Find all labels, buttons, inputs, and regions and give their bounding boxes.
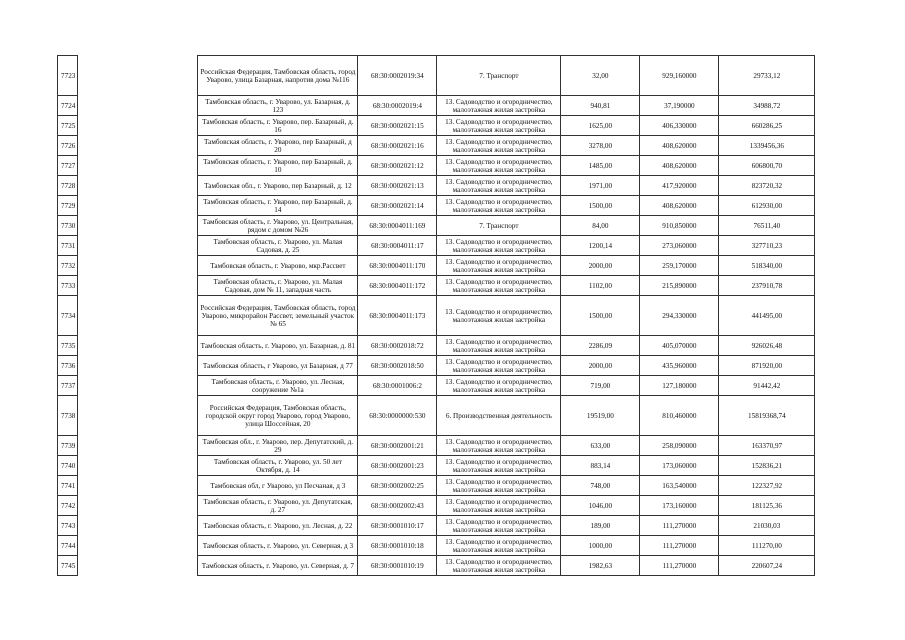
cadastral-number-cell: 68:30:0004011:169 bbox=[358, 216, 437, 236]
cadastral-value-cell: 181125,36 bbox=[719, 496, 815, 516]
cadastral-value-cell: 441495,00 bbox=[719, 296, 815, 336]
land-use-cell: 13. Садоводство и огородничество, малоэтажная жилая застройка bbox=[437, 356, 561, 376]
land-use-cell: 13. Садоводство и огородничество, малоэтажная жилая застройка bbox=[437, 436, 561, 456]
cadastral-value-cell: 237910,78 bbox=[719, 276, 815, 296]
cadastral-number-cell: 68:30:0002002:43 bbox=[358, 496, 437, 516]
table-row bbox=[58, 196, 815, 216]
table-row bbox=[58, 336, 815, 356]
spacer-cell bbox=[78, 516, 198, 536]
cadastral-value-cell: 29733,12 bbox=[719, 56, 815, 96]
land-use-cell: 7. Транспорт bbox=[437, 56, 561, 96]
area-cell: 2000,00 bbox=[561, 256, 640, 276]
row-number-cell: 7740 bbox=[58, 456, 78, 476]
spacer-cell bbox=[78, 276, 198, 296]
address-cell: Российская Федерация, Тамбовская область, город Уварово, микрорайон Рассвет, земельный участок № 65 bbox=[198, 296, 358, 336]
address-cell: Тамбовская область, г. Уварово, ул. Базарная, д. 81 bbox=[198, 336, 358, 356]
area-cell: 1500,00 bbox=[561, 196, 640, 216]
row-number-cell: 7731 bbox=[58, 236, 78, 256]
spacer-cell bbox=[78, 96, 198, 116]
cadastral-value-cell: 1339456,36 bbox=[719, 136, 815, 156]
row-number-cell: 7727 bbox=[58, 156, 78, 176]
specific-value-cell: 408,620000 bbox=[640, 196, 719, 216]
address-cell: Тамбовская область, г. Уварово, пер Базарный, д. 10 bbox=[198, 156, 358, 176]
cadastral-value-cell: 163370,97 bbox=[719, 436, 815, 456]
address-cell: Тамбовская область, г. Уварово, мкр.Рассвет bbox=[198, 256, 358, 276]
cadastral-value-cell: 91442,42 bbox=[719, 376, 815, 396]
spacer-cell bbox=[78, 336, 198, 356]
table-row bbox=[58, 516, 815, 536]
spacer-cell bbox=[78, 396, 198, 436]
specific-value-cell: 215,890000 bbox=[640, 276, 719, 296]
spacer-cell bbox=[78, 236, 198, 256]
land-use-cell: 13. Садоводство и огородничество, малоэтажная жилая застройка bbox=[437, 256, 561, 276]
area-cell: 2286,09 bbox=[561, 336, 640, 356]
table-row bbox=[58, 556, 815, 576]
cadastral-value-cell: 21030,03 bbox=[719, 516, 815, 536]
cadastral-number-cell: 68:30:0001010:17 bbox=[358, 516, 437, 536]
area-cell: 940,81 bbox=[561, 96, 640, 116]
row-number-cell: 7726 bbox=[58, 136, 78, 156]
area-cell: 1000,00 bbox=[561, 536, 640, 556]
specific-value-cell: 435,960000 bbox=[640, 356, 719, 376]
row-number-cell: 7742 bbox=[58, 496, 78, 516]
table-row bbox=[58, 156, 815, 176]
address-cell: Тамбовская обл, г Уварово, ул Песчаная, д 3 bbox=[198, 476, 358, 496]
land-use-cell: 13. Садоводство и огородничество, малоэтажная жилая застройка bbox=[437, 456, 561, 476]
specific-value-cell: 259,170000 bbox=[640, 256, 719, 276]
cadastral-number-cell: 68:30:0002021:14 bbox=[358, 196, 437, 216]
land-use-cell: 13. Садоводство и огородничество, малоэтажная жилая застройка bbox=[437, 236, 561, 256]
specific-value-cell: 929,160000 bbox=[640, 56, 719, 96]
land-use-cell: 13. Садоводство и огородничество, малоэтажная жилая застройка bbox=[437, 196, 561, 216]
cadastral-number-cell: 68:30:0002002:25 bbox=[358, 476, 437, 496]
table-row bbox=[58, 176, 815, 196]
row-number-cell: 7728 bbox=[58, 176, 78, 196]
spacer-cell bbox=[78, 536, 198, 556]
land-use-cell: 13. Садоводство и огородничество, малоэтажная жилая застройка bbox=[437, 536, 561, 556]
cadastral-number-cell: 68:30:0002021:16 bbox=[358, 136, 437, 156]
table-row bbox=[58, 476, 815, 496]
area-cell: 1625,00 bbox=[561, 116, 640, 136]
address-cell: Тамбовская область, г. Уварово, ул. Центральная, рядом с домом №26 bbox=[198, 216, 358, 236]
land-use-cell: 13. Садоводство и огородничество, малоэтажная жилая застройка bbox=[437, 336, 561, 356]
table-row bbox=[58, 116, 815, 136]
area-cell: 3278,00 bbox=[561, 136, 640, 156]
specific-value-cell: 258,090000 bbox=[640, 436, 719, 456]
cadastral-number-cell: 68:30:0001010:19 bbox=[358, 556, 437, 576]
land-use-cell: 13. Садоводство и огородничество, малоэтажная жилая застройка bbox=[437, 296, 561, 336]
table-row bbox=[58, 256, 815, 276]
specific-value-cell: 405,070000 bbox=[640, 336, 719, 356]
cadastral-value-table bbox=[57, 55, 815, 576]
cadastral-value-cell: 660286,25 bbox=[719, 116, 815, 136]
cadastral-value-cell: 152836,21 bbox=[719, 456, 815, 476]
area-cell: 748,00 bbox=[561, 476, 640, 496]
table-row bbox=[58, 96, 815, 116]
specific-value-cell: 173,160000 bbox=[640, 496, 719, 516]
specific-value-cell: 406,330000 bbox=[640, 116, 719, 136]
spacer-cell bbox=[78, 256, 198, 276]
table-row bbox=[58, 236, 815, 256]
row-number-cell: 7744 bbox=[58, 536, 78, 556]
land-use-cell: 13. Садоводство и огородничество, малоэтажная жилая застройка bbox=[437, 156, 561, 176]
specific-value-cell: 294,330000 bbox=[640, 296, 719, 336]
cadastral-number-cell: 68:30:0002001:21 bbox=[358, 436, 437, 456]
specific-value-cell: 417,920000 bbox=[640, 176, 719, 196]
row-number-cell: 7734 bbox=[58, 296, 78, 336]
row-number-cell: 7724 bbox=[58, 96, 78, 116]
cadastral-number-cell: 68:30:0004011:173 bbox=[358, 296, 437, 336]
address-cell: Тамбовская область, г. Уварово, ул. Малая Садовая, д. 25 bbox=[198, 236, 358, 256]
address-cell: Российская Федерация, Тамбовская область, городской округ город Уварово, город Уварово, улица Шоссейная, 20 bbox=[198, 396, 358, 436]
specific-value-cell: 111,270000 bbox=[640, 556, 719, 576]
cadastral-value-cell: 926026,48 bbox=[719, 336, 815, 356]
address-cell: Тамбовская обл., г. Уварово, пер Базарный, д. 12 bbox=[198, 176, 358, 196]
specific-value-cell: 810,460000 bbox=[640, 396, 719, 436]
address-cell: Тамбовская область, г. Уварово, ул. Малая Садовая, дом № 11, западная часть bbox=[198, 276, 358, 296]
specific-value-cell: 173,060000 bbox=[640, 456, 719, 476]
cadastral-number-cell: 68:30:0004011:170 bbox=[358, 256, 437, 276]
row-number-cell: 7735 bbox=[58, 336, 78, 356]
area-cell: 633,00 bbox=[561, 436, 640, 456]
address-cell: Тамбовская область, г. Уварово, пер Базарный, д 20 bbox=[198, 136, 358, 156]
address-cell: Тамбовская область, г. Уварово, ул. Лесная, сооружение №1а bbox=[198, 376, 358, 396]
cadastral-number-cell: 68:30:0001006:2 bbox=[358, 376, 437, 396]
land-use-cell: 13. Садоводство и огородничество, малоэтажная жилая застройка bbox=[437, 116, 561, 136]
area-cell: 1046,00 bbox=[561, 496, 640, 516]
row-number-cell: 7732 bbox=[58, 256, 78, 276]
address-cell: Тамбовская область, г. Уварово, ул. Базарная, д. 123 bbox=[198, 96, 358, 116]
specific-value-cell: 163,540000 bbox=[640, 476, 719, 496]
area-cell: 883,14 bbox=[561, 456, 640, 476]
spacer-cell bbox=[78, 296, 198, 336]
specific-value-cell: 127,180000 bbox=[640, 376, 719, 396]
spacer-cell bbox=[78, 356, 198, 376]
cadastral-number-cell: 68:30:0004011:172 bbox=[358, 276, 437, 296]
row-number-cell: 7745 bbox=[58, 556, 78, 576]
row-number-cell: 7743 bbox=[58, 516, 78, 536]
table-body bbox=[58, 56, 815, 576]
table-row bbox=[58, 396, 815, 436]
land-use-cell: 13. Садоводство и огородничество, малоэтажная жилая застройка bbox=[437, 556, 561, 576]
specific-value-cell: 273,060000 bbox=[640, 236, 719, 256]
area-cell: 1102,00 bbox=[561, 276, 640, 296]
table-row bbox=[58, 216, 815, 236]
cadastral-value-cell: 111270,00 bbox=[719, 536, 815, 556]
spacer-cell bbox=[78, 136, 198, 156]
cadastral-number-cell: 68:30:0002018:72 bbox=[358, 336, 437, 356]
cadastral-number-cell: 68:30:0002018:50 bbox=[358, 356, 437, 376]
spacer-cell bbox=[78, 56, 198, 96]
cadastral-value-cell: 122327,92 bbox=[719, 476, 815, 496]
row-number-cell: 7736 bbox=[58, 356, 78, 376]
cadastral-value-cell: 76511,40 bbox=[719, 216, 815, 236]
table-row bbox=[58, 276, 815, 296]
land-use-cell: 13. Садоводство и огородничество, малоэтажная жилая застройка bbox=[437, 376, 561, 396]
table-row bbox=[58, 296, 815, 336]
row-number-cell: 7733 bbox=[58, 276, 78, 296]
table-row bbox=[58, 136, 815, 156]
land-use-cell: 13. Садоводство и огородничество, малоэтажная жилая застройка bbox=[437, 476, 561, 496]
cadastral-number-cell: 68:30:0002019:34 bbox=[358, 56, 437, 96]
cadastral-value-cell: 15819368,74 bbox=[719, 396, 815, 436]
cadastral-value-cell: 612930,00 bbox=[719, 196, 815, 216]
table-row bbox=[58, 496, 815, 516]
address-cell: Тамбовская область, г Уварово, ул Базарная, д 77 bbox=[198, 356, 358, 376]
table-row bbox=[58, 456, 815, 476]
area-cell: 2000,00 bbox=[561, 356, 640, 376]
cadastral-number-cell: 68:30:0002019:4 bbox=[358, 96, 437, 116]
spacer-cell bbox=[78, 436, 198, 456]
cadastral-number-cell: 68:30:0004011:17 bbox=[358, 236, 437, 256]
land-use-cell: 13. Садоводство и огородничество, малоэтажная жилая застройка bbox=[437, 136, 561, 156]
spacer-cell bbox=[78, 496, 198, 516]
area-cell: 719,00 bbox=[561, 376, 640, 396]
spacer-cell bbox=[78, 476, 198, 496]
row-number-cell: 7729 bbox=[58, 196, 78, 216]
cadastral-number-cell: 68:30:0000000:530 bbox=[358, 396, 437, 436]
land-use-cell: 13. Садоводство и огородничество, малоэтажная жилая застройка bbox=[437, 176, 561, 196]
area-cell: 19519,00 bbox=[561, 396, 640, 436]
specific-value-cell: 910,850000 bbox=[640, 216, 719, 236]
area-cell: 1500,00 bbox=[561, 296, 640, 336]
row-number-cell: 7725 bbox=[58, 116, 78, 136]
cadastral-value-cell: 220607,24 bbox=[719, 556, 815, 576]
row-number-cell: 7739 bbox=[58, 436, 78, 456]
address-cell: Тамбовская область, г. Уварово, ул. Северная, д. 7 bbox=[198, 556, 358, 576]
spacer-cell bbox=[78, 556, 198, 576]
area-cell: 1485,00 bbox=[561, 156, 640, 176]
cadastral-number-cell: 68:30:0002021:12 bbox=[358, 156, 437, 176]
spacer-cell bbox=[78, 196, 198, 216]
address-cell: Тамбовская область, г. Уварово, ул. 50 лет Октября, д. 14 bbox=[198, 456, 358, 476]
address-cell: Тамбовская область, г. Уварово, пер Базарный, д. 14 bbox=[198, 196, 358, 216]
spacer-cell bbox=[78, 176, 198, 196]
address-cell: Тамбовская область, г. Уварово, пер. Базарный, д. 16 bbox=[198, 116, 358, 136]
row-number-cell: 7730 bbox=[58, 216, 78, 236]
table-row bbox=[58, 376, 815, 396]
table-row bbox=[58, 536, 815, 556]
row-number-cell: 7723 bbox=[58, 56, 78, 96]
cadastral-value-cell: 518340,00 bbox=[719, 256, 815, 276]
land-use-cell: 13. Садоводство и огородничество, малоэтажная жилая застройка bbox=[437, 276, 561, 296]
specific-value-cell: 408,620000 bbox=[640, 136, 719, 156]
address-cell: Тамбовская область, г. Уварово, ул. Северная, д 3 bbox=[198, 536, 358, 556]
cadastral-number-cell: 68:30:0002001:23 bbox=[358, 456, 437, 476]
specific-value-cell: 111,270000 bbox=[640, 536, 719, 556]
land-use-cell: 13. Садоводство и огородничество, малоэтажная жилая застройка bbox=[437, 96, 561, 116]
address-cell: Тамбовская область, г. Уварово, ул. Депутатская, д. 27 bbox=[198, 496, 358, 516]
row-number-cell: 7741 bbox=[58, 476, 78, 496]
spacer-cell bbox=[78, 216, 198, 236]
cadastral-value-cell: 871920,00 bbox=[719, 356, 815, 376]
specific-value-cell: 408,620000 bbox=[640, 156, 719, 176]
row-number-cell: 7737 bbox=[58, 376, 78, 396]
cadastral-value-cell: 34988,72 bbox=[719, 96, 815, 116]
area-cell: 1971,00 bbox=[561, 176, 640, 196]
spacer-cell bbox=[78, 376, 198, 396]
area-cell: 32,00 bbox=[561, 56, 640, 96]
specific-value-cell: 111,270000 bbox=[640, 516, 719, 536]
area-cell: 189,00 bbox=[561, 516, 640, 536]
spacer-cell bbox=[78, 156, 198, 176]
land-use-cell: 13. Садоводство и огородничество, малоэтажная жилая застройка bbox=[437, 496, 561, 516]
cadastral-value-cell: 823720,32 bbox=[719, 176, 815, 196]
land-use-cell: 7. Транспорт bbox=[437, 216, 561, 236]
cadastral-value-cell: 606800,70 bbox=[719, 156, 815, 176]
specific-value-cell: 37,190000 bbox=[640, 96, 719, 116]
address-cell: Тамбовская обл., г. Уварово, пер. Депутатский, д. 29 bbox=[198, 436, 358, 456]
land-use-cell: 13. Садоводство и огородничество, малоэтажная жилая застройка bbox=[437, 516, 561, 536]
spacer-cell bbox=[78, 116, 198, 136]
area-cell: 84,00 bbox=[561, 216, 640, 236]
cadastral-number-cell: 68:30:0001010:18 bbox=[358, 536, 437, 556]
table-row bbox=[58, 56, 815, 96]
address-cell: Российская Федерация, Тамбовская область, город Уварово, улица Базарная, напротив дома №116 bbox=[198, 56, 358, 96]
area-cell: 1982,63 bbox=[561, 556, 640, 576]
table-row bbox=[58, 356, 815, 376]
table-row bbox=[58, 436, 815, 456]
cadastral-number-cell: 68:30:0002021:13 bbox=[358, 176, 437, 196]
cadastral-value-cell: 327710,23 bbox=[719, 236, 815, 256]
spacer-cell bbox=[78, 456, 198, 476]
row-number-cell: 7738 bbox=[58, 396, 78, 436]
cadastral-number-cell: 68:30:0002021:15 bbox=[358, 116, 437, 136]
land-use-cell: 6. Производственная деятельность bbox=[437, 396, 561, 436]
area-cell: 1200,14 bbox=[561, 236, 640, 256]
address-cell: Тамбовская область, г. Уварово, ул. Лесная, д. 22 bbox=[198, 516, 358, 536]
